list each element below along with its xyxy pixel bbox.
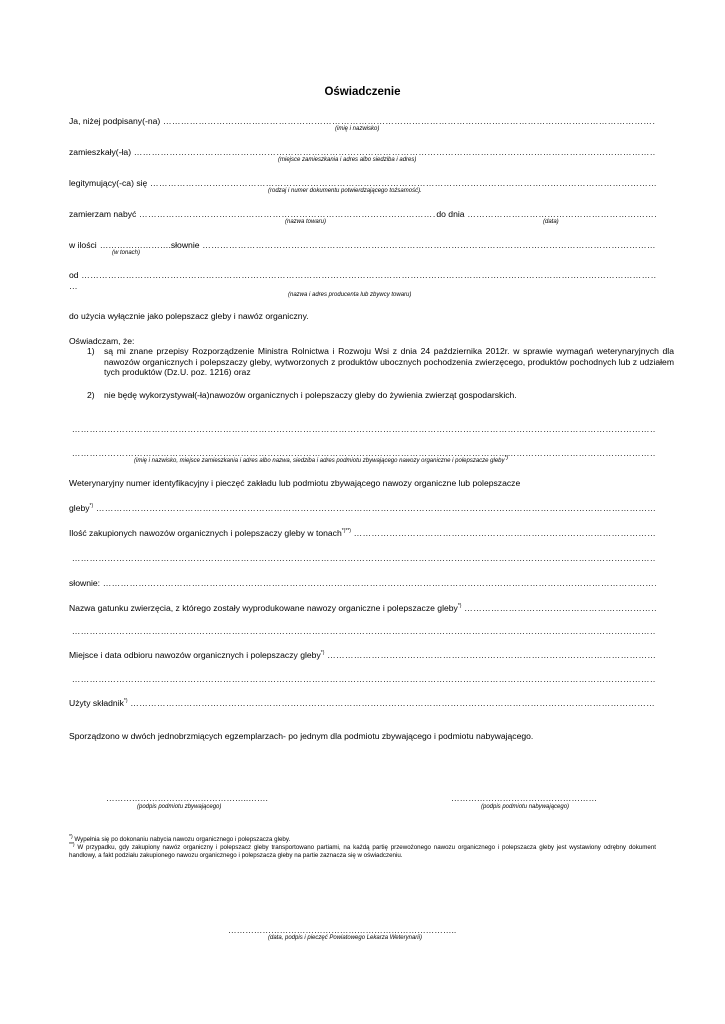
seller-signature-hint: (podpis podmiotu zbywającego)	[137, 804, 222, 810]
residence-line[interactable]	[69, 147, 656, 157]
words-field[interactable]	[100, 578, 656, 588]
product-hint: (nazwa towaru)	[285, 219, 327, 225]
date-field[interactable]	[465, 209, 656, 219]
residence-label: zamieszkały(-ła)	[69, 147, 132, 157]
buy-line[interactable]	[69, 209, 656, 219]
buy-until-label: do dnia	[436, 209, 465, 219]
name-field[interactable]	[160, 116, 656, 126]
seller-field-2[interactable]	[69, 448, 656, 458]
pickup-line[interactable]	[69, 650, 656, 660]
product-field[interactable]	[136, 209, 436, 219]
species-line[interactable]	[69, 603, 656, 613]
qty2-line[interactable]	[69, 528, 656, 538]
seller-hint: (imię i nazwisko, miejsce zamieszkania i adres albo nazwa, siedziba i adres podmiotu zbywającego nawozy organiczne i polepszacze gleby*)	[134, 455, 509, 464]
words-label: słownie:	[69, 578, 101, 588]
ingredient-label: Użyty składnik*)	[69, 698, 128, 708]
producer-hint: (nazwa i adres producenta lub zbywcy towaru)	[288, 292, 412, 298]
copies-line: Sporządzono w dwóch jednobrzmiących egzemplarzach- po jednym dla podmiotu zbywającego i podmiotu nabywającego.	[69, 731, 534, 741]
footnote-2: **) W przypadku, gdy zakupiony nawóz organiczny i polepszacz gleby transportowano partiami, na każdą partię przewożonego nawozu organicznego i polepszacza gleby jest wystawiony odrębny dokument handlowy, a fakt podziału zakupionego nawozu organicznego i polepszacza gleby na partie zaznacza się w oświadczeniu.	[69, 841, 656, 859]
pickup-label: Miejsce i data odbioru nawozów organicznych i polepszaczy gleby*)	[69, 650, 325, 660]
pickup-field-2[interactable]	[69, 674, 656, 684]
date-hint: (data)	[543, 219, 559, 225]
seller-line-2[interactable]	[69, 448, 656, 458]
id-line[interactable]	[69, 178, 656, 188]
residence-hint: (miejsce zamieszkania i adres albo siedziba i adres)	[278, 157, 417, 163]
footnote-1: *) Wypełnia się po dokonaniu nabycia nawozu organicznego i polepszacza gleby.	[69, 833, 291, 843]
name-line[interactable]	[69, 116, 656, 126]
vet-number-field[interactable]	[93, 503, 656, 513]
qty-words-field[interactable]	[200, 240, 656, 250]
qty2-line-2[interactable]	[69, 553, 656, 563]
item-2-text: nie będę wykorzystywał(-ła)nawozów organicznych i polepszaczy gleby do żywienia zwierząt gospodarskich.	[104, 390, 517, 400]
species-label: Nazwa gatunku zwierzęcia, z którego zostały wyprodukowane nawozy organiczne i polepszacze gleby*)	[69, 603, 462, 613]
from-continuation: …	[69, 281, 78, 291]
pickup-line-2[interactable]	[69, 674, 656, 684]
ingredient-line[interactable]	[69, 698, 656, 708]
id-field[interactable]	[147, 178, 656, 188]
item-1-text: są mi znane przepisy Rozporządzenie Ministra Rolnictwa i Rozwoju Wsi z dnia 24 października 2012r. w sprawie wymagań weterynaryjnych dla nawozów organicznych i polepszaczy gleby, wytworzonych z produktów ubocznych pochodzenia zwierzęcego, produktów pochodnych lub z udziałem tych produktów (Dz.U. poz. 1216) oraz	[104, 346, 674, 377]
qty-field[interactable]: …………………….	[99, 240, 171, 250]
qty-line[interactable]	[69, 240, 656, 250]
id-label: legitymujący(-ca) się	[69, 178, 148, 188]
from-line[interactable]	[69, 270, 656, 280]
ingredient-field[interactable]	[128, 698, 656, 708]
seller-signature-field[interactable]: …………………………………………..…….	[106, 793, 268, 803]
from-field[interactable]	[79, 270, 656, 280]
qty-label: w ilości	[69, 240, 97, 250]
buyer-signature-hint: (podpis podmiotu nabywającego)	[481, 804, 570, 810]
qty2-field[interactable]	[351, 528, 656, 538]
qty-hint: (w tonach)	[112, 250, 141, 256]
qty2-field-2[interactable]	[69, 553, 656, 563]
words-line[interactable]	[69, 578, 656, 588]
species-field-2[interactable]	[69, 626, 656, 636]
use-line: do użycia wyłącznie jako polepszacz gleby i nawóz organiczny.	[69, 311, 309, 321]
declare-intro: Oświadczam, że:	[69, 336, 135, 346]
from-label: od	[69, 270, 79, 280]
vet-signature-field[interactable]: ……………………………………………………………………..	[228, 925, 457, 935]
form-title: Oświadczenie	[324, 86, 401, 98]
pickup-field[interactable]	[324, 650, 656, 660]
item-1-number: 1)	[87, 346, 95, 356]
buy-label: zamierzam nabyć	[69, 209, 137, 219]
gleby-line[interactable]	[69, 503, 656, 513]
name-label: Ja, niżej podpisany(-na)	[69, 116, 161, 126]
id-hint: (rodzaj i numer dokumentu potwierdzającego tożsamość).	[268, 188, 422, 194]
name-hint: (imię i nazwisko)	[335, 126, 380, 132]
species-field[interactable]	[461, 603, 656, 613]
buyer-signature-field[interactable]: ……………………………………………	[451, 793, 598, 803]
gleby-label: gleby*)	[69, 503, 94, 513]
qty2-label: Ilość zakupionych nawozów organicznych i polepszaczy gleby w tonach*)**)	[69, 528, 351, 538]
species-line-2[interactable]	[69, 626, 656, 636]
seller-line-1[interactable]	[69, 424, 656, 434]
seller-field-1[interactable]	[69, 424, 656, 434]
vet-line: Weterynaryjny numer identyfikacyjny i pieczęć zakładu lub podmiotu zbywającego nawozy organiczne lub polepszacze	[69, 478, 521, 488]
vet-signature-hint: (data, podpis i pieczęć Powiatowego Lekarza Weterynarii)	[268, 935, 422, 941]
qty-words-label: słownie	[170, 240, 200, 250]
item-2-number: 2)	[87, 390, 95, 400]
residence-field[interactable]	[131, 147, 656, 157]
